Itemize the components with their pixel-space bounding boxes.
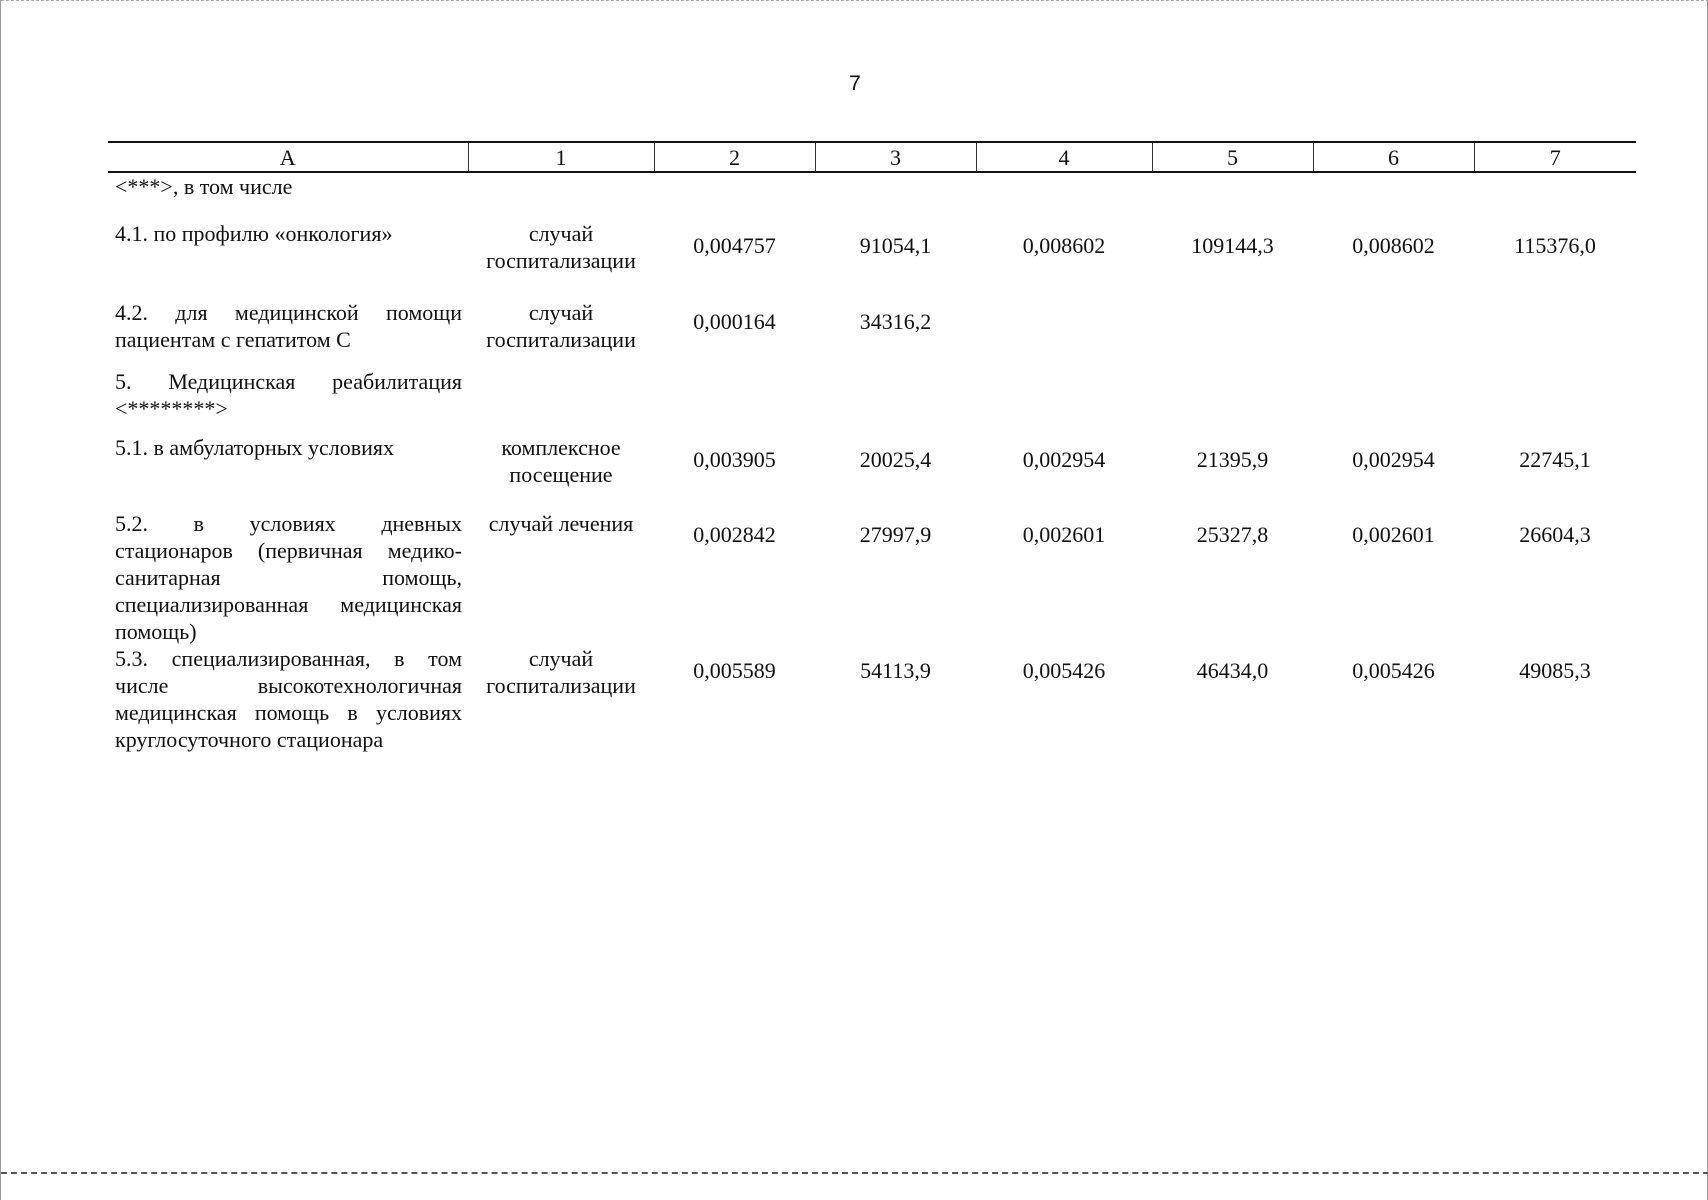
scan-edge-top	[1, 0, 1708, 7]
row-value	[976, 368, 1152, 434]
row-value	[1474, 368, 1636, 434]
table-header-row	[108, 142, 1636, 172]
row-value: 49085,3	[1519, 658, 1591, 683]
row-value	[1313, 172, 1474, 220]
row-value	[1152, 172, 1313, 220]
row-value: 26604,3	[1519, 522, 1591, 547]
row-value	[654, 172, 815, 220]
page-number: 7	[849, 72, 861, 95]
row-value	[976, 172, 1152, 220]
row-value: 34316,2	[859, 309, 932, 334]
row-unit	[468, 368, 654, 434]
row-value	[1152, 368, 1313, 434]
row-name: 5.1. в амбулаторных условиях	[115, 435, 395, 460]
row-unit	[468, 172, 654, 220]
row-unit: случай госпитализации	[486, 221, 636, 273]
row-unit: случай лечения	[488, 511, 634, 536]
row-value	[654, 368, 815, 434]
column-header: А	[108, 142, 468, 172]
table-row	[108, 172, 1636, 220]
row-value: 0,008602	[1352, 233, 1435, 258]
row-value: 91054,1	[859, 233, 932, 258]
row-value	[815, 368, 976, 434]
row-value: 109144,3	[1191, 233, 1274, 258]
row-value: 0,002842	[693, 522, 776, 547]
row-value: 25327,8	[1196, 522, 1269, 547]
row-value: 0,005426	[1022, 658, 1106, 683]
row-name: 5.2. в условиях дневных стационаров (первичная медико-санитарная помощь, специализированная медицинская помощь)	[115, 511, 462, 644]
row-value: 0,004757	[693, 233, 776, 258]
row-value: 0,000164	[693, 309, 776, 334]
table-row	[108, 434, 1636, 510]
column-header: 5	[1152, 142, 1313, 172]
row-value: 54113,9	[860, 658, 931, 683]
row-value: 21395,9	[1196, 447, 1269, 472]
row-value: 0,008602	[1022, 233, 1106, 258]
row-name: 4.1. по профилю «онкология»	[115, 221, 393, 246]
row-value: 0,005589	[693, 658, 776, 683]
row-unit: случай госпитализации	[486, 646, 636, 698]
column-header: 3	[815, 142, 976, 172]
row-value	[1152, 299, 1313, 368]
row-value	[1474, 299, 1636, 368]
row-value: 27997,9	[859, 522, 932, 547]
row-value: 0,002601	[1352, 522, 1435, 547]
row-value: 46434,0	[1196, 658, 1269, 683]
row-value	[815, 172, 976, 220]
table-row	[108, 220, 1636, 299]
table-row	[108, 645, 1636, 767]
row-value: 115376,0	[1514, 233, 1596, 258]
row-value: 0,002601	[1022, 522, 1106, 547]
column-header: 1	[468, 142, 654, 172]
row-value: 22745,1	[1519, 447, 1591, 472]
norms-table	[108, 141, 1636, 767]
row-value	[976, 299, 1152, 368]
row-value: 0,003905	[693, 447, 776, 472]
row-name: 5.3. специализированная, в том числе высокотехнологичная медицинская помощь в условиях круглосуточного стационара	[115, 646, 462, 752]
row-value: 20025,4	[859, 447, 932, 472]
row-unit: случай госпитализации	[486, 300, 636, 352]
row-value: 0,002954	[1352, 447, 1435, 472]
table-row	[108, 510, 1636, 645]
row-value: 0,002954	[1022, 447, 1106, 472]
table-row	[108, 368, 1636, 434]
scan-edge-bottom	[1, 1172, 1708, 1176]
table-row	[108, 299, 1636, 368]
row-name: 4.2. для медицинской помощи пациентам с гепатитом С	[115, 300, 462, 352]
column-header: 6	[1313, 142, 1474, 172]
row-value	[1313, 368, 1474, 434]
column-header: 2	[654, 142, 815, 172]
row-value	[1313, 299, 1474, 368]
column-header: 7	[1474, 142, 1636, 172]
column-header: 4	[976, 142, 1152, 172]
row-value	[1474, 172, 1636, 220]
row-name: <***>, в том числе	[115, 174, 293, 199]
row-unit: комплексное посещение	[501, 435, 621, 487]
row-name: 5. Медицинская реабилитация <********>	[115, 369, 462, 421]
row-value: 0,005426	[1352, 658, 1435, 683]
